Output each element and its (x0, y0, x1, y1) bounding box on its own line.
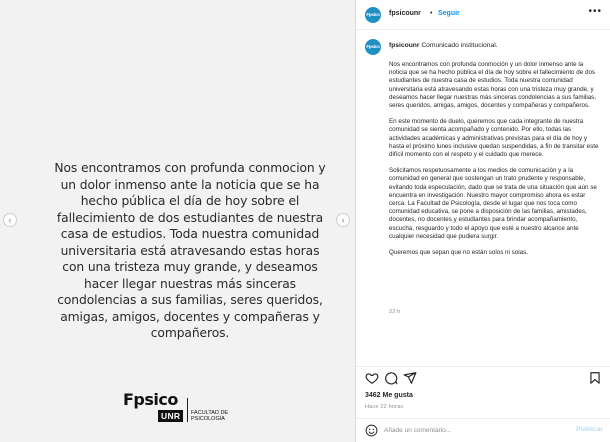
caption-headline-text: Comunicado institucional. (421, 42, 498, 49)
caption-time: 22 h (389, 309, 401, 315)
likes-count[interactable]: 3462 Me gusta (365, 392, 413, 399)
logo-divider (187, 398, 188, 422)
post-header (356, 0, 610, 30)
post-side-panel (355, 0, 610, 442)
header-username[interactable]: fpsicounr (389, 10, 421, 17)
caption-paragraph-3: Solicitamos respetuosamente a los medios de comunicación y a la comunidad en general que sostengan un trato prudente y responsable, evitando toda especulación, dado que se trata de una situación que aún se encuentra en investigación. Nuestro mayor compromiso ahora es estar cerca. La Facultad de Psicología, desde el lugar que nos toca como comunidad educativa, se pone a disposición de las familias, amistades, docentes, no docentes y estudiantes para brindar acompañamiento, escucha, resguardo y todo el apoyo que esté a nuestro alcance ante cualquier necesidad que pudiera surgir. (389, 167, 597, 240)
logo-subtitle-line-1: FACULTAD DE (191, 410, 229, 416)
heart-icon[interactable] (365, 371, 379, 385)
header-separator: • (430, 10, 433, 17)
logo-word: Fpsico (123, 390, 178, 409)
caption-paragraph-4: Queremos que sepan que no están solos ni solas. (389, 249, 528, 257)
caption-avatar[interactable]: Fpsico (365, 39, 381, 55)
follow-button[interactable]: Seguir (438, 10, 460, 17)
more-options-icon[interactable]: ••• (588, 6, 602, 17)
logo-badge: UNR (158, 410, 183, 422)
publish-button[interactable]: Publicar (576, 426, 603, 433)
caption-area (356, 31, 610, 361)
action-bar (356, 366, 610, 388)
caption-paragraph-1: Nos encontramos con profunda conmoción y un dolor inmenso ante la noticia que se ha hecho pública el día de hoy sobre el fallecimiento de dos estudiantes de nuestra casa de estudios. Toda nuestra comunidad universitaria está atravesando estas horas con una tristeza muy grande, y deseamos hacer llegar nuestras más sinceras condolencias a sus familias, seres queridos, amigas, amigos, docentes y compañeras y compañeros. (389, 61, 597, 110)
logo-subtitle (191, 410, 228, 422)
comment-bar (356, 418, 610, 442)
emoji-icon[interactable] (365, 424, 378, 437)
chevron-left-icon[interactable]: ‹ (3, 213, 17, 227)
bookmark-icon[interactable] (588, 371, 602, 385)
post-age: Hace 22 horas (365, 404, 404, 410)
logo-subtitle-line-2: PSICOLOGÍA (191, 416, 225, 422)
caption-username[interactable]: fpsicounr (389, 42, 420, 49)
caption-headline (389, 42, 498, 49)
post-image-text: Nos encontramos con profunda conmocion y un dolor inmenso ante la noticia que se ha hecho pública el día de hoy sobre el fallecimiento de dos estudiantes de nuestra casa de estudios. Toda nuestra comunidad universitaria está atravesando estas horas con una tristeza muy grande, y deseamos hacer llegar nuestras más sinceras condolencias a sus familias, seres queridos, amigas, amigos, docentes y compañeras y compañeros. (54, 161, 326, 340)
comment-icon[interactable] (384, 371, 398, 385)
send-icon[interactable] (403, 371, 417, 385)
caption-paragraph-2: En este momento de duelo, queremos que cada integrante de nuestra comunidad se sienta acompañado y contenido. Por ello, todas las actividades académicas y administrativas previstas para el día de hoy y hasta el próximo lunes inclusive quedan suspendidas, a fin de transitar este difícil momento con el respeto y el cuidado que merece. (389, 118, 599, 159)
chevron-right-icon[interactable]: › (336, 213, 350, 227)
avatar[interactable]: Fpsico (365, 7, 381, 23)
caption-body (389, 61, 601, 265)
comment-input[interactable] (384, 424, 564, 437)
